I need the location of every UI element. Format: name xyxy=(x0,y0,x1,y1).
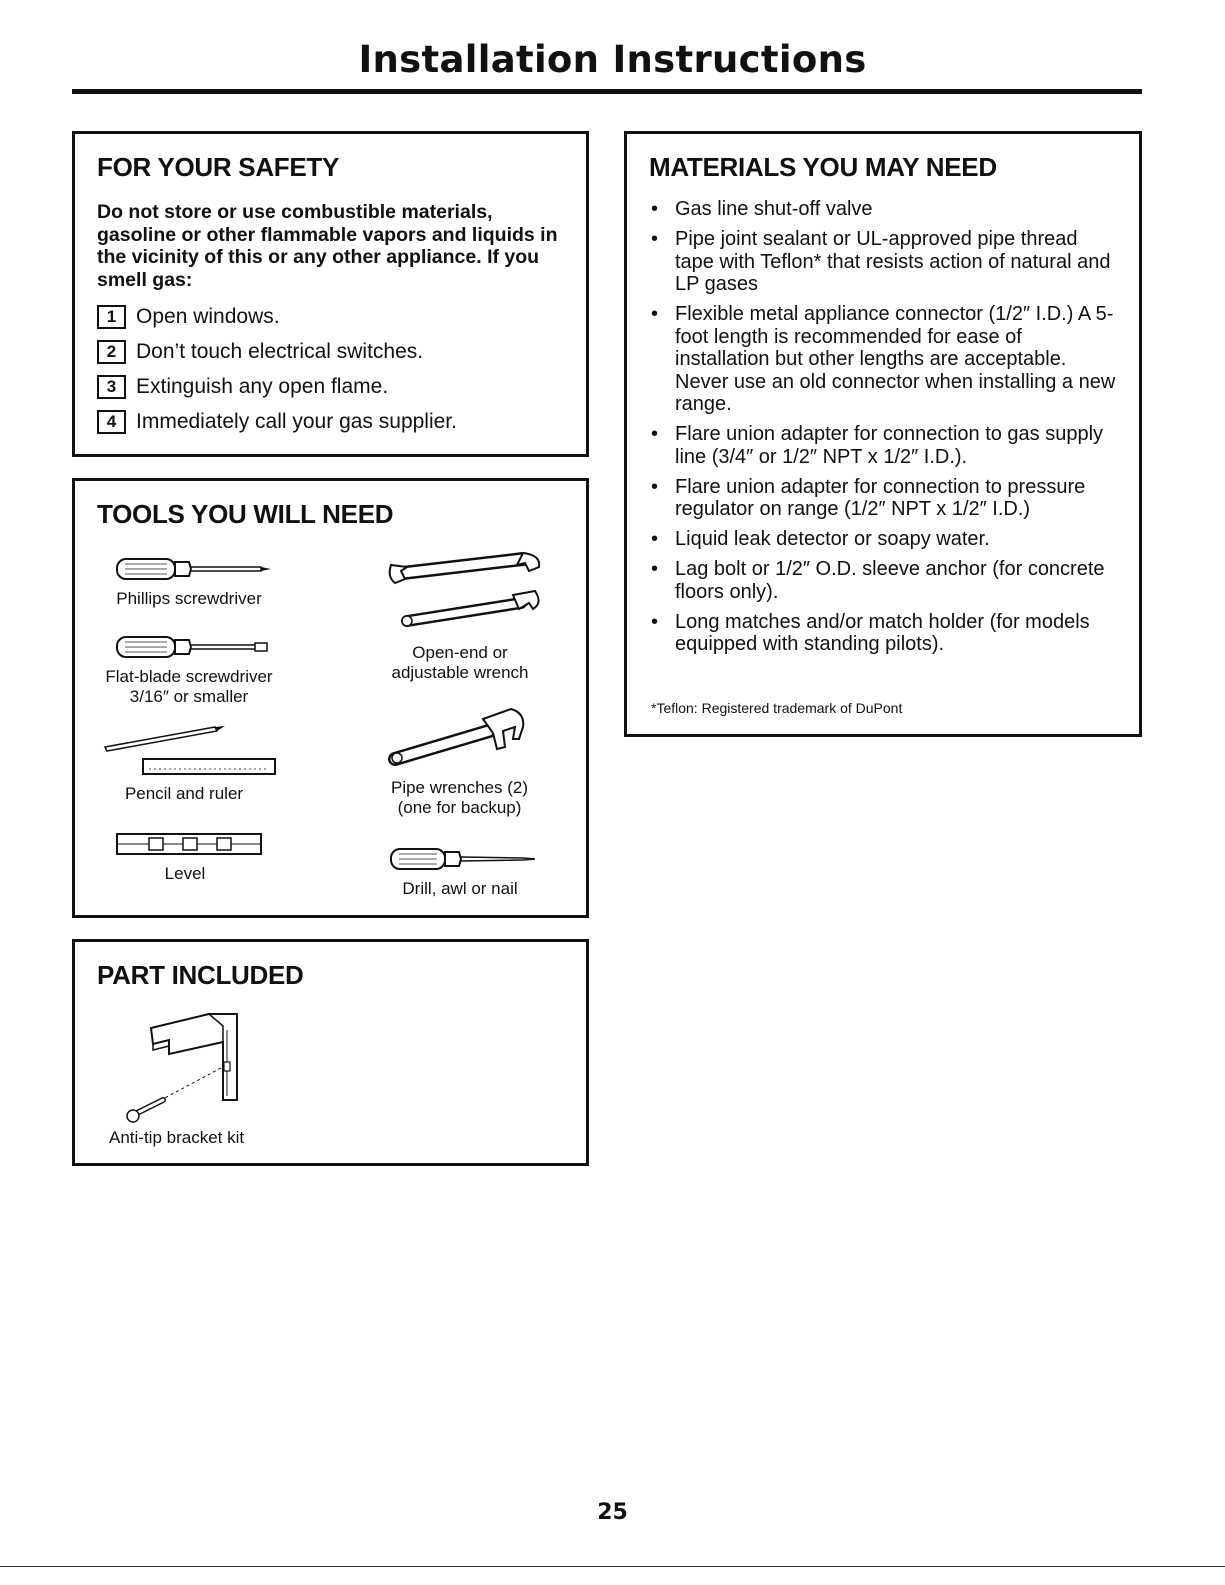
list-item: • Gas line shut-off valve xyxy=(651,198,1121,221)
teflon-footnote: *Teflon: Registered trademark of DuPont xyxy=(651,700,903,716)
safety-step xyxy=(97,299,457,334)
wrench-caption xyxy=(365,643,555,683)
flat-blade-caption xyxy=(89,667,289,707)
step-number: 4 xyxy=(97,410,126,434)
part-box xyxy=(72,939,589,1166)
wrench-caption-line2: adjustable wrench xyxy=(391,663,529,682)
pipe-wrench-caption-line2: (one for backup) xyxy=(397,798,522,817)
phillips-caption: Phillips screwdriver xyxy=(116,589,262,608)
step-number: 1 xyxy=(97,305,126,329)
pencil-ruler-caption: Pencil and ruler xyxy=(124,784,244,803)
materials-list xyxy=(651,198,1121,663)
materials-box xyxy=(624,131,1142,737)
wrench-icon xyxy=(383,551,548,641)
list-item: • Flare union adapter for connection to pressure regulator on range (1/2″ NPT x 1/2″ I.D.) xyxy=(651,476,1121,521)
safety-box xyxy=(72,131,589,457)
safety-steps xyxy=(97,299,457,439)
step-text: Open windows. xyxy=(136,304,280,328)
part-caption: Anti-tip bracket kit xyxy=(109,1128,245,1147)
step-text: Immediately call your gas supplier. xyxy=(136,409,457,433)
drill-caption: Drill, awl or nail xyxy=(402,879,518,898)
flat-blade-caption-line2: 3/16″ or smaller xyxy=(129,687,249,706)
pencil-ruler-icon xyxy=(103,725,283,777)
tools-box xyxy=(72,478,589,918)
step-number: 3 xyxy=(97,375,126,399)
awl-icon xyxy=(389,845,539,873)
step-number: 2 xyxy=(97,340,126,364)
step-text: Extinguish any open flame. xyxy=(136,374,389,398)
level-caption: Level xyxy=(164,864,206,883)
pipe-wrench-icon xyxy=(385,703,535,767)
safety-warning: Do not store or use combustible materials, gasoline or other flammable vapors and liquids in the vicinity of this or any other appliance. If you smell gas: xyxy=(97,201,558,291)
part-heading: PART INCLUDED xyxy=(97,960,304,990)
pipe-wrench-caption-line1: Pipe wrenches (2) xyxy=(390,778,528,797)
list-item: • Lag bolt or 1/2″ O.D. sleeve anchor (for concrete floors only). xyxy=(651,558,1121,603)
anti-tip-bracket-icon xyxy=(123,1010,253,1126)
bottom-rule xyxy=(0,1566,1225,1567)
level-icon xyxy=(115,831,265,857)
list-item: • Liquid leak detector or soapy water. xyxy=(651,528,1121,551)
safety-heading: FOR YOUR SAFETY xyxy=(97,152,340,182)
page-number: 25 xyxy=(597,1500,628,1525)
wrench-caption-line1: Open-end or xyxy=(412,643,508,662)
flat-blade-caption-line1: Flat-blade screwdriver xyxy=(105,667,273,686)
title-rule xyxy=(72,89,1142,94)
safety-step xyxy=(97,404,457,439)
step-text: Don’t touch electrical switches. xyxy=(136,339,424,363)
tools-heading: TOOLS YOU WILL NEED xyxy=(97,499,394,529)
materials-heading: MATERIALS YOU MAY NEED xyxy=(649,152,997,182)
safety-step xyxy=(97,334,457,369)
safety-step xyxy=(97,369,457,404)
list-item: • Pipe joint sealant or UL-approved pipe thread tape with Teflon* that resists action of natural and LP gases xyxy=(651,228,1121,296)
pipe-wrench-caption xyxy=(367,778,552,818)
phillips-screwdriver-icon xyxy=(115,555,275,585)
list-item: • Flare union adapter for connection to gas supply line (3/4″ or 1/2″ NPT x 1/2″ I.D.). xyxy=(651,423,1121,468)
page-title: Installation Instructions xyxy=(358,38,867,81)
flat-blade-screwdriver-icon xyxy=(115,633,275,663)
list-item: • Long matches and/or match holder (for models equipped with standing pilots). xyxy=(651,611,1121,656)
list-item: • Flexible metal appliance connector (1/2″ I.D.) A 5-foot length is recommended for ease of installation but other lengths are acceptable. Never use an old connector when installing a new range. xyxy=(651,303,1121,416)
